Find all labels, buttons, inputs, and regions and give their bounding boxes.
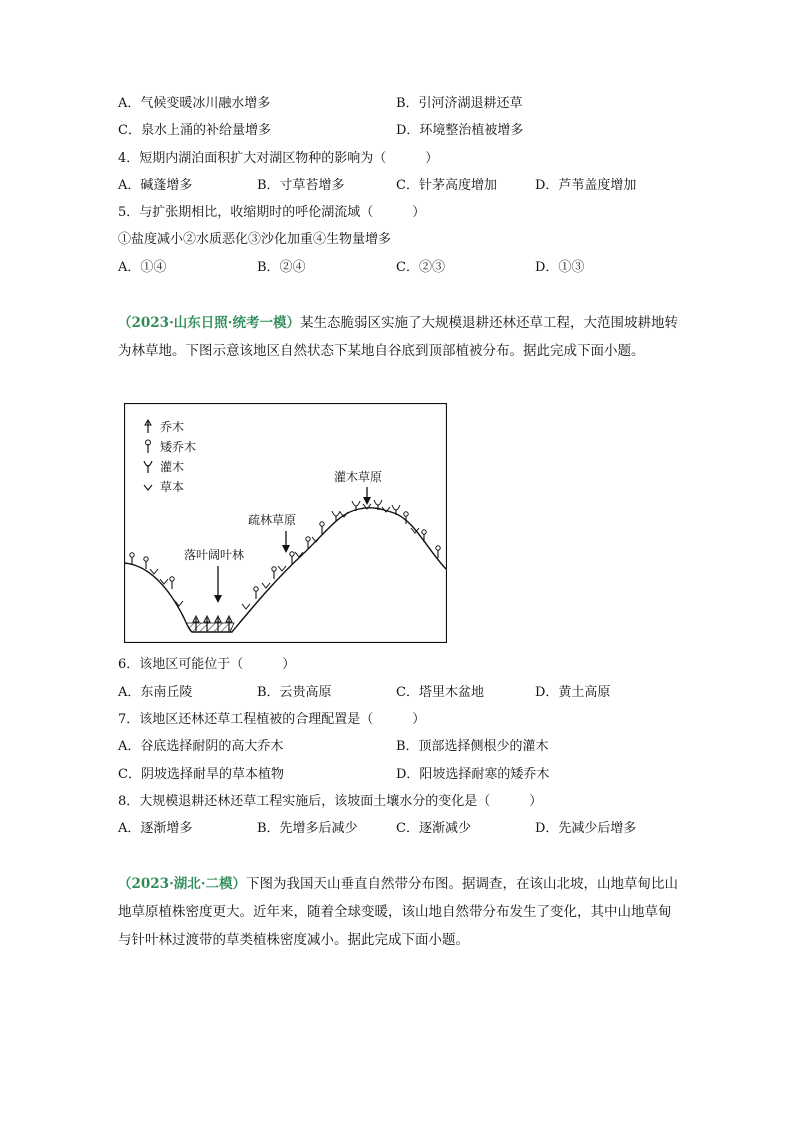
passage1 [118,309,678,365]
q3-option-a[interactable]: A．气候变暖冰川融水增多 [118,96,271,111]
q8-option-b[interactable]: B．先增多后减少 [257,821,358,836]
q8-options [118,820,678,838]
q7-stem: 7．该地区还林还草工程植被的合理配置是（ ） [118,712,426,727]
q3-options-row2 [118,122,678,140]
q6-option-b[interactable]: B．云贵高原 [257,685,332,700]
q7-option-b[interactable]: B．顶部选择侧根少的灌木 [396,739,549,754]
q4-option-d[interactable]: D．芦苇盖度增加 [535,178,637,193]
passage2 [118,870,678,954]
vegetation-profile-svg [124,403,447,643]
q4-stem: 4．短期内湖泊面积扩大对湖区物种的影响为（ ） [118,151,439,166]
q5-statement: ①盐度减小②水质恶化③沙化加重④生物量增多 [118,232,392,247]
q5-options [118,259,678,277]
q5-option-b[interactable]: B．②④ [257,260,306,275]
q8-option-d[interactable]: D．先减少后增多 [535,821,637,836]
q7-option-c[interactable]: C．阴坡选择耐旱的草本植物 [118,767,284,782]
q4-option-b[interactable]: B．寸草苔增多 [257,178,345,193]
legend-shrub-label: 灌木 [160,460,185,474]
q3-option-d[interactable]: D．环境整治植被增多 [396,123,524,138]
legend-short-tree-label: 矮乔木 [160,440,197,454]
q8-option-c[interactable]: C．逐渐减少 [396,821,471,836]
q5-option-d[interactable]: D．①③ [535,260,585,275]
q6-option-d[interactable]: D．黄土高原 [535,685,611,700]
q5-option-c[interactable]: C．②③ [396,260,445,275]
q7-option-d[interactable]: D．阳坡选择耐寒的矮乔木 [396,767,550,782]
q4-options [118,177,678,195]
passage1-source: （2023·山东日照·统考一模） [118,315,300,331]
q3-option-c[interactable]: C．泉水上涌的补给量增多 [118,123,271,138]
q5-option-a[interactable]: A．①④ [118,260,167,275]
passage1-text: 某生态脆弱区实施了大规模退耕还林还草工程，大范围坡耕地转为林草地。下图示意该地区自然状态下某地自谷底到顶部植被分布。据此完成下面小题。 [118,315,678,359]
q7-option-a[interactable]: A．谷底选择耐阴的高大乔木 [118,739,284,754]
q6-options [118,684,678,702]
q5-stem: 5．与扩张期相比，收缩期时的呼伦湖流域（ ） [118,205,426,220]
label-deciduous-forest: 落叶阔叶林 [184,548,245,562]
q8-stem: 8．大规模退耕还林还草工程实施后，该坡面土壤水分的变化是（ ） [118,794,543,809]
label-sparse-forest-grassland: 疏林草原 [248,513,297,527]
q3-option-b[interactable]: B．引河济湖退耕还草 [396,96,523,111]
q4-option-c[interactable]: C．针茅高度增加 [396,178,497,193]
legend-grass-label: 草本 [160,480,185,494]
q3-options-row1 [118,95,678,113]
valley-floor-soil [186,623,234,632]
label-shrub-grassland: 灌木草原 [334,470,383,484]
passage2-source: （2023·湖北·二模） [118,876,246,892]
q7-options-row2 [118,766,678,784]
q6-option-c[interactable]: C．塔里木盆地 [396,685,484,700]
q4-option-a[interactable]: A．碱蓬增多 [118,178,193,193]
legend-tree-label: 乔木 [160,420,185,434]
q6-stem: 6．该地区可能位于（ ） [118,657,296,672]
q7-options-row1 [118,738,678,756]
q8-option-a[interactable]: A．逐渐增多 [118,821,193,836]
q6-option-a[interactable]: A．东南丘陵 [118,685,193,700]
passage2-text: 下图为我国天山垂直自然带分布图。据调查，在该山北坡，山地草甸比山地草原植株密度更大。近年来，随着全球变暖，该山地自然带分布发生了变化，其中山地草甸与针叶林过渡带的草类植株密度减小。据此完成下面小题。 [118,876,678,948]
vegetation-profile-figure [124,403,447,643]
